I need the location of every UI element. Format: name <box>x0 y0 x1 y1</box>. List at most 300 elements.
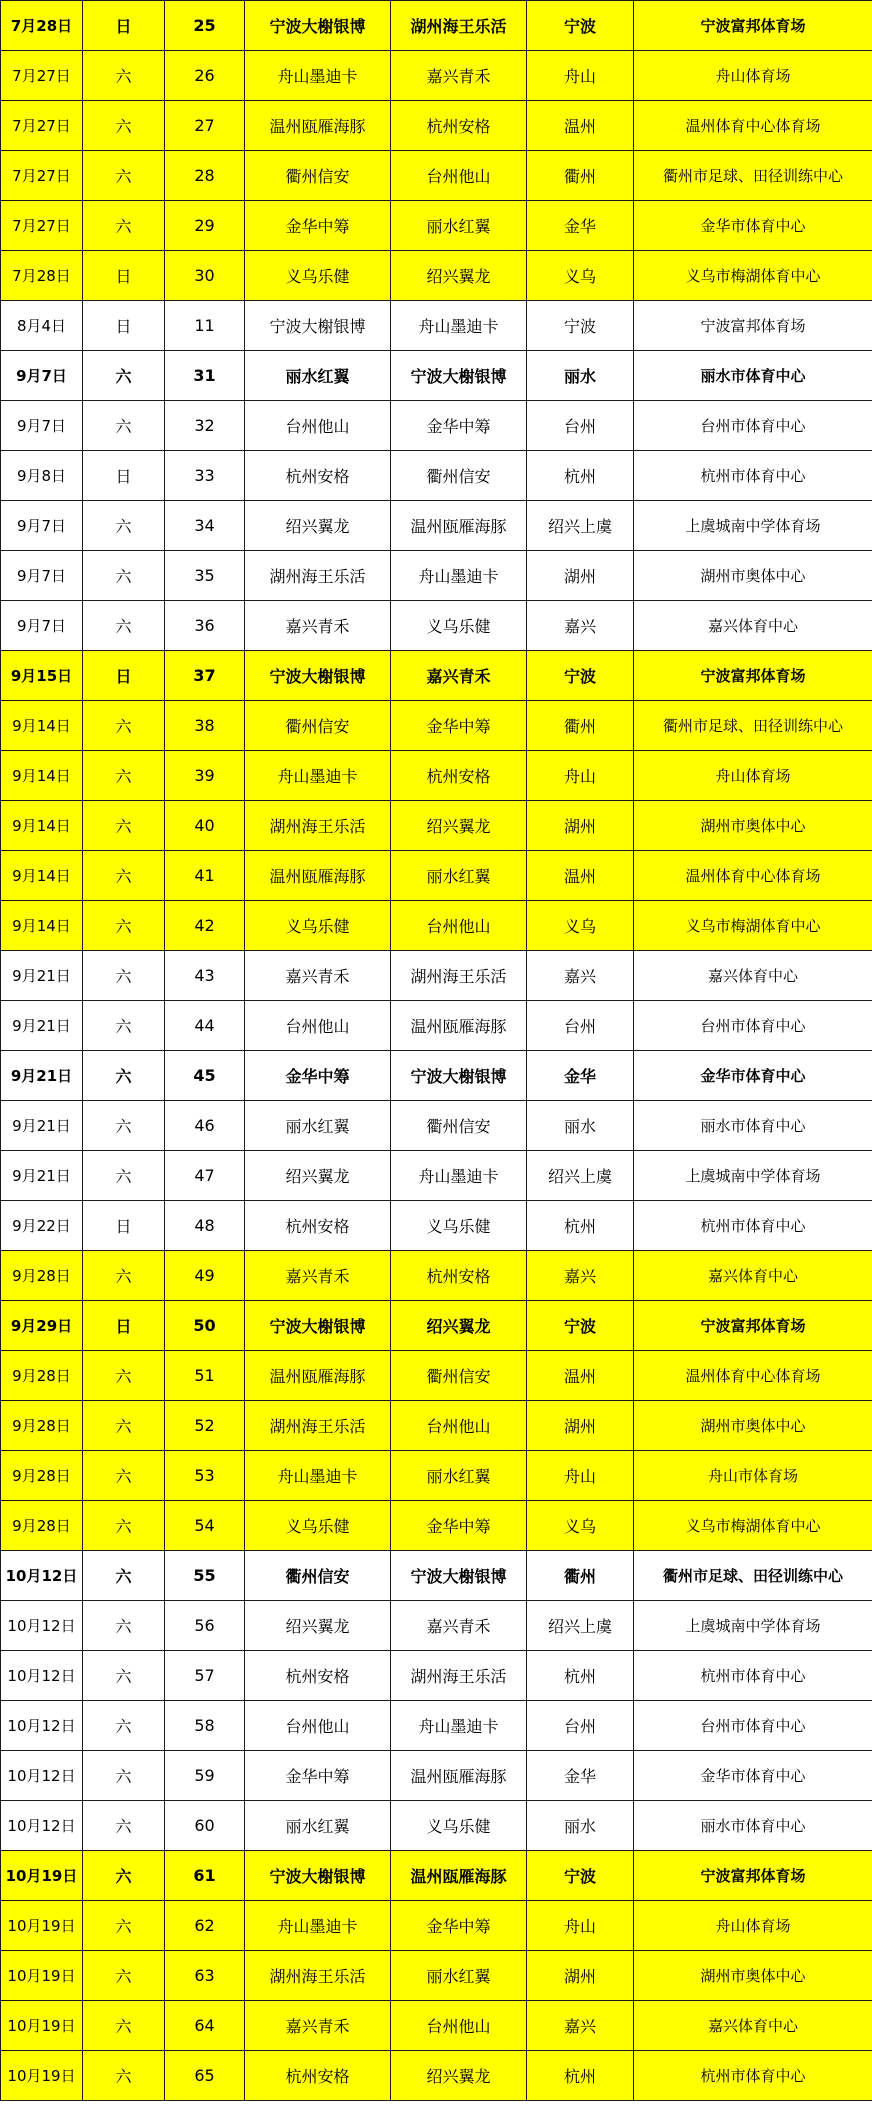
venue-cell: 衢州市足球、田径训练中心 <box>634 701 872 751</box>
table-row <box>1 351 872 401</box>
match-number-cell: 33 <box>165 451 245 501</box>
weekday-cell: 日 <box>83 451 165 501</box>
table-row <box>1 1201 872 1251</box>
host-city-cell: 金华 <box>527 201 634 251</box>
match-date-cell: 10月12日 <box>1 1601 83 1651</box>
home-team-cell: 杭州安格 <box>245 451 391 501</box>
venue-cell: 上虞城南中学体育场 <box>634 1601 872 1651</box>
away-team-cell: 义乌乐健 <box>391 1201 527 1251</box>
venue-cell: 上虞城南中学体育场 <box>634 1151 872 1201</box>
weekday-cell: 日 <box>83 651 165 701</box>
host-city-cell: 舟山 <box>527 1451 634 1501</box>
host-city-cell: 宁波 <box>527 651 634 701</box>
weekday-cell: 六 <box>83 51 165 101</box>
venue-cell: 丽水市体育中心 <box>634 1801 872 1851</box>
venue-cell: 舟山体育场 <box>634 51 872 101</box>
match-number-cell: 57 <box>165 1651 245 1701</box>
match-date-cell: 9月14日 <box>1 801 83 851</box>
home-team-cell: 嘉兴青禾 <box>245 2001 391 2051</box>
away-team-cell: 杭州安格 <box>391 101 527 151</box>
match-number-cell: 46 <box>165 1101 245 1151</box>
host-city-cell: 台州 <box>527 401 634 451</box>
table-row <box>1 751 872 801</box>
home-team-cell: 杭州安格 <box>245 2051 391 2101</box>
venue-cell: 嘉兴体育中心 <box>634 1251 872 1301</box>
away-team-cell: 舟山墨迪卡 <box>391 551 527 601</box>
away-team-cell: 舟山墨迪卡 <box>391 1151 527 1201</box>
host-city-cell: 宁波 <box>527 301 634 351</box>
weekday-cell: 六 <box>83 551 165 601</box>
away-team-cell: 嘉兴青禾 <box>391 651 527 701</box>
home-team-cell: 舟山墨迪卡 <box>245 1451 391 1501</box>
weekday-cell: 六 <box>83 901 165 951</box>
table-row <box>1 251 872 301</box>
table-row <box>1 1751 872 1801</box>
away-team-cell: 台州他山 <box>391 151 527 201</box>
host-city-cell: 温州 <box>527 1351 634 1401</box>
venue-cell: 湖州市奥体中心 <box>634 1951 872 2001</box>
weekday-cell: 六 <box>83 151 165 201</box>
match-date-cell: 8月4日 <box>1 301 83 351</box>
match-date-cell: 9月29日 <box>1 1301 83 1351</box>
venue-cell: 杭州市体育中心 <box>634 2051 872 2101</box>
weekday-cell: 六 <box>83 2051 165 2101</box>
host-city-cell: 舟山 <box>527 751 634 801</box>
weekday-cell: 六 <box>83 1001 165 1051</box>
weekday-cell: 六 <box>83 1751 165 1801</box>
venue-cell: 湖州市奥体中心 <box>634 551 872 601</box>
table-row <box>1 1101 872 1151</box>
match-date-cell: 9月21日 <box>1 951 83 1001</box>
match-number-cell: 58 <box>165 1701 245 1751</box>
match-number-cell: 61 <box>165 1851 245 1901</box>
table-row <box>1 1801 872 1851</box>
match-date-cell: 9月28日 <box>1 1501 83 1551</box>
match-number-cell: 27 <box>165 101 245 151</box>
venue-cell: 嘉兴体育中心 <box>634 2001 872 2051</box>
venue-cell: 舟山体育场 <box>634 1901 872 1951</box>
weekday-cell: 六 <box>83 1951 165 2001</box>
table-row <box>1 951 872 1001</box>
weekday-cell: 六 <box>83 1551 165 1601</box>
away-team-cell: 义乌乐健 <box>391 601 527 651</box>
match-date-cell: 9月28日 <box>1 1451 83 1501</box>
venue-cell: 舟山市体育场 <box>634 1451 872 1501</box>
table-row <box>1 51 872 101</box>
match-number-cell: 63 <box>165 1951 245 2001</box>
match-number-cell: 30 <box>165 251 245 301</box>
table-row <box>1 1551 872 1601</box>
home-team-cell: 台州他山 <box>245 401 391 451</box>
host-city-cell: 杭州 <box>527 1201 634 1251</box>
home-team-cell: 义乌乐健 <box>245 251 391 301</box>
venue-cell: 丽水市体育中心 <box>634 1101 872 1151</box>
host-city-cell: 杭州 <box>527 2051 634 2101</box>
match-number-cell: 48 <box>165 1201 245 1251</box>
match-number-cell: 64 <box>165 2001 245 2051</box>
venue-cell: 金华市体育中心 <box>634 1751 872 1801</box>
weekday-cell: 六 <box>83 201 165 251</box>
home-team-cell: 湖州海王乐活 <box>245 801 391 851</box>
home-team-cell: 嘉兴青禾 <box>245 951 391 1001</box>
away-team-cell: 台州他山 <box>391 1401 527 1451</box>
weekday-cell: 六 <box>83 1701 165 1751</box>
table-row <box>1 451 872 501</box>
venue-cell: 杭州市体育中心 <box>634 1201 872 1251</box>
host-city-cell: 杭州 <box>527 451 634 501</box>
match-number-cell: 54 <box>165 1501 245 1551</box>
match-date-cell: 9月28日 <box>1 1251 83 1301</box>
table-row <box>1 551 872 601</box>
home-team-cell: 舟山墨迪卡 <box>245 1901 391 1951</box>
venue-cell: 嘉兴体育中心 <box>634 951 872 1001</box>
match-date-cell: 10月19日 <box>1 1901 83 1951</box>
table-row <box>1 1151 872 1201</box>
home-team-cell: 湖州海王乐活 <box>245 551 391 601</box>
venue-cell: 杭州市体育中心 <box>634 451 872 501</box>
home-team-cell: 宁波大榭银博 <box>245 1301 391 1351</box>
venue-cell: 温州体育中心体育场 <box>634 851 872 901</box>
host-city-cell: 嘉兴 <box>527 2001 634 2051</box>
match-date-cell: 9月7日 <box>1 551 83 601</box>
match-date-cell: 9月14日 <box>1 751 83 801</box>
venue-cell: 嘉兴体育中心 <box>634 601 872 651</box>
host-city-cell: 舟山 <box>527 1901 634 1951</box>
table-row <box>1 801 872 851</box>
host-city-cell: 杭州 <box>527 1651 634 1701</box>
host-city-cell: 丽水 <box>527 351 634 401</box>
weekday-cell: 六 <box>83 751 165 801</box>
table-row <box>1 1451 872 1501</box>
host-city-cell: 绍兴上虞 <box>527 1151 634 1201</box>
host-city-cell: 义乌 <box>527 251 634 301</box>
weekday-cell: 六 <box>83 2001 165 2051</box>
host-city-cell: 义乌 <box>527 1501 634 1551</box>
venue-cell: 宁波富邦体育场 <box>634 651 872 701</box>
venue-cell: 湖州市奥体中心 <box>634 801 872 851</box>
away-team-cell: 杭州安格 <box>391 1251 527 1301</box>
weekday-cell: 六 <box>83 1401 165 1451</box>
host-city-cell: 义乌 <box>527 901 634 951</box>
host-city-cell: 衢州 <box>527 1551 634 1601</box>
match-number-cell: 38 <box>165 701 245 751</box>
table-row <box>1 1351 872 1401</box>
home-team-cell: 宁波大榭银博 <box>245 651 391 701</box>
home-team-cell: 嘉兴青禾 <box>245 601 391 651</box>
table-row <box>1 1501 872 1551</box>
away-team-cell: 温州瓯雁海豚 <box>391 1851 527 1901</box>
away-team-cell: 宁波大榭银博 <box>391 1551 527 1601</box>
home-team-cell: 衢州信安 <box>245 701 391 751</box>
table-row <box>1 651 872 701</box>
host-city-cell: 温州 <box>527 851 634 901</box>
match-number-cell: 60 <box>165 1801 245 1851</box>
weekday-cell: 六 <box>83 1851 165 1901</box>
table-row <box>1 901 872 951</box>
away-team-cell: 绍兴翼龙 <box>391 1301 527 1351</box>
away-team-cell: 金华中筹 <box>391 701 527 751</box>
match-number-cell: 56 <box>165 1601 245 1651</box>
weekday-cell: 六 <box>83 1051 165 1101</box>
host-city-cell: 宁波 <box>527 1301 634 1351</box>
weekday-cell: 六 <box>83 1651 165 1701</box>
host-city-cell: 宁波 <box>527 1851 634 1901</box>
home-team-cell: 金华中筹 <box>245 201 391 251</box>
match-number-cell: 31 <box>165 351 245 401</box>
match-number-cell: 36 <box>165 601 245 651</box>
host-city-cell: 绍兴上虞 <box>527 1601 634 1651</box>
home-team-cell: 台州他山 <box>245 1701 391 1751</box>
host-city-cell: 温州 <box>527 101 634 151</box>
host-city-cell: 台州 <box>527 1001 634 1051</box>
weekday-cell: 日 <box>83 1301 165 1351</box>
away-team-cell: 宁波大榭银博 <box>391 1051 527 1101</box>
match-date-cell: 10月19日 <box>1 2051 83 2101</box>
weekday-cell: 日 <box>83 1 165 51</box>
match-number-cell: 28 <box>165 151 245 201</box>
venue-cell: 宁波富邦体育场 <box>634 301 872 351</box>
match-number-cell: 39 <box>165 751 245 801</box>
match-date-cell: 10月12日 <box>1 1651 83 1701</box>
host-city-cell: 嘉兴 <box>527 601 634 651</box>
venue-cell: 台州市体育中心 <box>634 401 872 451</box>
match-number-cell: 53 <box>165 1451 245 1501</box>
home-team-cell: 宁波大榭银博 <box>245 1 391 51</box>
match-date-cell: 9月8日 <box>1 451 83 501</box>
table-row <box>1 1601 872 1651</box>
host-city-cell: 湖州 <box>527 551 634 601</box>
away-team-cell: 嘉兴青禾 <box>391 1601 527 1651</box>
match-number-cell: 37 <box>165 651 245 701</box>
match-number-cell: 42 <box>165 901 245 951</box>
venue-cell: 衢州市足球、田径训练中心 <box>634 1551 872 1601</box>
weekday-cell: 六 <box>83 1101 165 1151</box>
away-team-cell: 金华中筹 <box>391 1501 527 1551</box>
match-number-cell: 49 <box>165 1251 245 1301</box>
venue-cell: 义乌市梅湖体育中心 <box>634 251 872 301</box>
table-row <box>1 601 872 651</box>
venue-cell: 台州市体育中心 <box>634 1001 872 1051</box>
venue-cell: 衢州市足球、田径训练中心 <box>634 151 872 201</box>
match-number-cell: 29 <box>165 201 245 251</box>
host-city-cell: 金华 <box>527 1051 634 1101</box>
venue-cell: 宁波富邦体育场 <box>634 1301 872 1351</box>
match-number-cell: 41 <box>165 851 245 901</box>
table-row <box>1 1051 872 1101</box>
table-row <box>1 1001 872 1051</box>
match-number-cell: 62 <box>165 1901 245 1951</box>
match-date-cell: 9月7日 <box>1 601 83 651</box>
away-team-cell: 丽水红翼 <box>391 1951 527 2001</box>
home-team-cell: 舟山墨迪卡 <box>245 51 391 101</box>
match-date-cell: 10月19日 <box>1 1851 83 1901</box>
weekday-cell: 六 <box>83 1801 165 1851</box>
match-number-cell: 51 <box>165 1351 245 1401</box>
table-row <box>1 401 872 451</box>
table-row <box>1 201 872 251</box>
match-date-cell: 7月28日 <box>1 1 83 51</box>
home-team-cell: 嘉兴青禾 <box>245 1251 391 1301</box>
away-team-cell: 温州瓯雁海豚 <box>391 1751 527 1801</box>
away-team-cell: 衢州信安 <box>391 451 527 501</box>
match-date-cell: 7月27日 <box>1 201 83 251</box>
home-team-cell: 义乌乐健 <box>245 1501 391 1551</box>
away-team-cell: 嘉兴青禾 <box>391 51 527 101</box>
home-team-cell: 舟山墨迪卡 <box>245 751 391 801</box>
weekday-cell: 六 <box>83 851 165 901</box>
table-row <box>1 1651 872 1701</box>
table-row <box>1 1851 872 1901</box>
away-team-cell: 台州他山 <box>391 901 527 951</box>
weekday-cell: 六 <box>83 1601 165 1651</box>
away-team-cell: 绍兴翼龙 <box>391 2051 527 2101</box>
venue-cell: 温州体育中心体育场 <box>634 1351 872 1401</box>
match-date-cell: 9月14日 <box>1 851 83 901</box>
match-number-cell: 35 <box>165 551 245 601</box>
venue-cell: 丽水市体育中心 <box>634 351 872 401</box>
match-date-cell: 7月27日 <box>1 51 83 101</box>
home-team-cell: 温州瓯雁海豚 <box>245 101 391 151</box>
away-team-cell: 义乌乐健 <box>391 1801 527 1851</box>
home-team-cell: 衢州信安 <box>245 1551 391 1601</box>
match-number-cell: 50 <box>165 1301 245 1351</box>
home-team-cell: 杭州安格 <box>245 1651 391 1701</box>
match-number-cell: 65 <box>165 2051 245 2101</box>
schedule-rows <box>1 1 872 2101</box>
home-team-cell: 温州瓯雁海豚 <box>245 851 391 901</box>
venue-cell: 金华市体育中心 <box>634 1051 872 1101</box>
match-date-cell: 10月12日 <box>1 1801 83 1851</box>
table-row <box>1 701 872 751</box>
table-row <box>1 1 872 51</box>
weekday-cell: 六 <box>83 501 165 551</box>
weekday-cell: 六 <box>83 601 165 651</box>
match-date-cell: 9月21日 <box>1 1151 83 1201</box>
weekday-cell: 六 <box>83 1251 165 1301</box>
match-date-cell: 7月28日 <box>1 251 83 301</box>
host-city-cell: 嘉兴 <box>527 951 634 1001</box>
home-team-cell: 宁波大榭银博 <box>245 1851 391 1901</box>
match-date-cell: 10月12日 <box>1 1751 83 1801</box>
match-date-cell: 9月21日 <box>1 1001 83 1051</box>
match-date-cell: 9月7日 <box>1 351 83 401</box>
venue-cell: 义乌市梅湖体育中心 <box>634 1501 872 1551</box>
venue-cell: 舟山体育场 <box>634 751 872 801</box>
table-row <box>1 851 872 901</box>
weekday-cell: 六 <box>83 801 165 851</box>
match-number-cell: 40 <box>165 801 245 851</box>
match-date-cell: 10月19日 <box>1 2001 83 2051</box>
weekday-cell: 六 <box>83 1501 165 1551</box>
away-team-cell: 丽水红翼 <box>391 1451 527 1501</box>
weekday-cell: 六 <box>83 401 165 451</box>
home-team-cell: 绍兴翼龙 <box>245 1151 391 1201</box>
venue-cell: 上虞城南中学体育场 <box>634 501 872 551</box>
venue-cell: 湖州市奥体中心 <box>634 1401 872 1451</box>
home-team-cell: 湖州海王乐活 <box>245 1401 391 1451</box>
match-date-cell: 9月28日 <box>1 1401 83 1451</box>
venue-cell: 温州体育中心体育场 <box>634 101 872 151</box>
match-date-cell: 9月21日 <box>1 1051 83 1101</box>
match-number-cell: 34 <box>165 501 245 551</box>
weekday-cell: 六 <box>83 101 165 151</box>
match-number-cell: 43 <box>165 951 245 1001</box>
match-number-cell: 25 <box>165 1 245 51</box>
match-number-cell: 45 <box>165 1051 245 1101</box>
home-team-cell: 绍兴翼龙 <box>245 501 391 551</box>
table-row <box>1 1251 872 1301</box>
venue-cell: 金华市体育中心 <box>634 201 872 251</box>
table-row <box>1 2001 872 2051</box>
table-row <box>1 1401 872 1451</box>
weekday-cell: 日 <box>83 1201 165 1251</box>
weekday-cell: 六 <box>83 1151 165 1201</box>
home-team-cell: 金华中筹 <box>245 1051 391 1101</box>
table-row <box>1 151 872 201</box>
table-row <box>1 1701 872 1751</box>
match-date-cell: 9月22日 <box>1 1201 83 1251</box>
host-city-cell: 湖州 <box>527 1401 634 1451</box>
match-number-cell: 44 <box>165 1001 245 1051</box>
table-row <box>1 1951 872 2001</box>
away-team-cell: 衢州信安 <box>391 1101 527 1151</box>
weekday-cell: 日 <box>83 301 165 351</box>
host-city-cell: 嘉兴 <box>527 1251 634 1301</box>
match-date-cell: 9月7日 <box>1 501 83 551</box>
match-date-cell: 7月27日 <box>1 101 83 151</box>
match-date-cell: 10月12日 <box>1 1701 83 1751</box>
table-row <box>1 101 872 151</box>
home-team-cell: 丽水红翼 <box>245 1101 391 1151</box>
table-row <box>1 1301 872 1351</box>
home-team-cell: 丽水红翼 <box>245 351 391 401</box>
away-team-cell: 丽水红翼 <box>391 201 527 251</box>
home-team-cell: 温州瓯雁海豚 <box>245 1351 391 1401</box>
match-number-cell: 11 <box>165 301 245 351</box>
match-date-cell: 9月21日 <box>1 1101 83 1151</box>
away-team-cell: 衢州信安 <box>391 1351 527 1401</box>
host-city-cell: 衢州 <box>527 701 634 751</box>
weekday-cell: 六 <box>83 701 165 751</box>
match-date-cell: 10月12日 <box>1 1551 83 1601</box>
venue-cell: 宁波富邦体育场 <box>634 1 872 51</box>
match-number-cell: 52 <box>165 1401 245 1451</box>
home-team-cell: 金华中筹 <box>245 1751 391 1801</box>
home-team-cell: 湖州海王乐活 <box>245 1951 391 2001</box>
match-date-cell: 9月14日 <box>1 701 83 751</box>
match-date-cell: 9月28日 <box>1 1351 83 1401</box>
host-city-cell: 宁波 <box>527 1 634 51</box>
host-city-cell: 衢州 <box>527 151 634 201</box>
away-team-cell: 绍兴翼龙 <box>391 251 527 301</box>
weekday-cell: 六 <box>83 1451 165 1501</box>
match-number-cell: 47 <box>165 1151 245 1201</box>
away-team-cell: 湖州海王乐活 <box>391 951 527 1001</box>
venue-cell: 宁波富邦体育场 <box>634 1851 872 1901</box>
table-row <box>1 1901 872 1951</box>
away-team-cell: 舟山墨迪卡 <box>391 301 527 351</box>
away-team-cell: 金华中筹 <box>391 1901 527 1951</box>
venue-cell: 义乌市梅湖体育中心 <box>634 901 872 951</box>
host-city-cell: 台州 <box>527 1701 634 1751</box>
away-team-cell: 金华中筹 <box>391 401 527 451</box>
host-city-cell: 丽水 <box>527 1801 634 1851</box>
match-date-cell: 10月19日 <box>1 1951 83 2001</box>
host-city-cell: 丽水 <box>527 1101 634 1151</box>
match-date-cell: 9月15日 <box>1 651 83 701</box>
table-row <box>1 501 872 551</box>
weekday-cell: 六 <box>83 1901 165 1951</box>
